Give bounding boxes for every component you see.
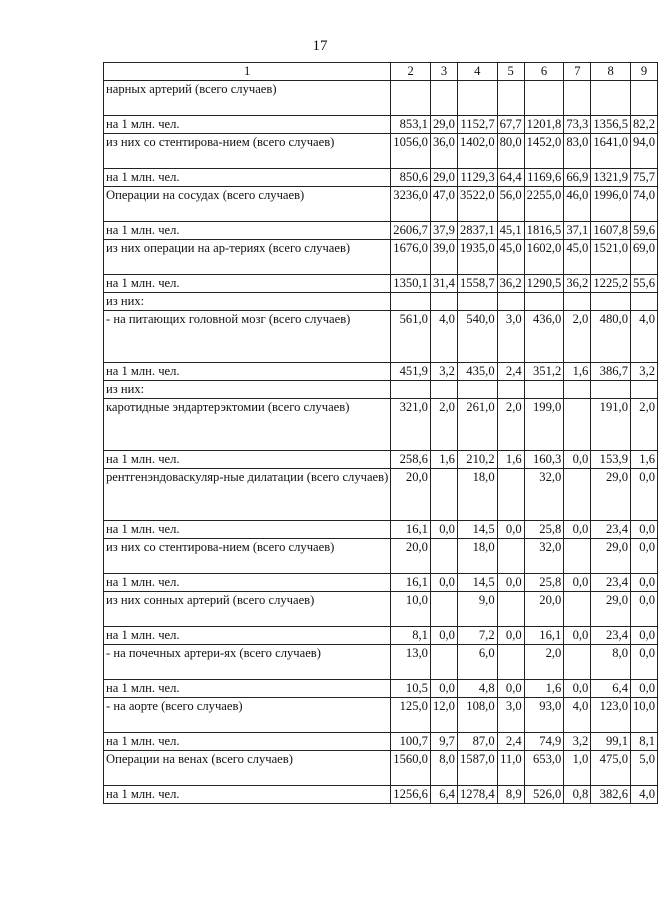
column-header: 3 — [430, 63, 457, 81]
table-cell: 0,0 — [564, 451, 591, 469]
table-cell: 0,0 — [497, 574, 524, 592]
header-row — [104, 63, 658, 81]
table-row — [104, 733, 658, 751]
table-row — [104, 539, 658, 574]
table-cell: 45,0 — [497, 240, 524, 275]
table-cell: 1356,5 — [591, 116, 631, 134]
table-cell: 2837,1 — [457, 222, 497, 240]
table-cell: 0,0 — [430, 521, 457, 539]
table-cell: 5,0 — [631, 751, 658, 786]
table-row — [104, 399, 658, 451]
table-cell: 0,0 — [564, 521, 591, 539]
table-cell: 108,0 — [457, 698, 497, 733]
row-label: из них: — [104, 381, 391, 399]
table-cell: 32,0 — [524, 539, 564, 574]
table-cell: 8,9 — [497, 786, 524, 804]
table-cell: 20,0 — [391, 539, 431, 574]
table-cell: 475,0 — [591, 751, 631, 786]
table-cell: 14,5 — [457, 574, 497, 592]
table-cell: 8,1 — [631, 733, 658, 751]
table-cell: 561,0 — [391, 311, 431, 363]
table-cell: 3,2 — [564, 733, 591, 751]
table-cell — [564, 293, 591, 311]
table-row — [104, 240, 658, 275]
row-label: нарных артерий (всего случаев) — [104, 81, 391, 116]
row-label: - на почечных артери-ях (всего случаев) — [104, 645, 391, 680]
table-cell: 1607,8 — [591, 222, 631, 240]
table-cell: 321,0 — [391, 399, 431, 451]
table-cell: 153,9 — [591, 451, 631, 469]
table-cell: 1321,9 — [591, 169, 631, 187]
table-cell: 2,0 — [497, 399, 524, 451]
table-cell: 20,0 — [391, 469, 431, 521]
row-label: из них: — [104, 293, 391, 311]
table-cell: 2,4 — [497, 363, 524, 381]
row-label: на 1 млн. чел. — [104, 363, 391, 381]
table-cell: 0,0 — [430, 574, 457, 592]
table-cell: 75,7 — [631, 169, 658, 187]
table-cell: 0,0 — [631, 627, 658, 645]
table-cell — [631, 293, 658, 311]
table-cell: 6,4 — [591, 680, 631, 698]
table-cell — [564, 469, 591, 521]
table-cell: 160,3 — [524, 451, 564, 469]
table-cell: 2,0 — [524, 645, 564, 680]
page-number: 17 — [312, 38, 328, 54]
table-cell: 9,0 — [457, 592, 497, 627]
table-cell — [391, 81, 431, 116]
table-cell: 39,0 — [430, 240, 457, 275]
table-cell: 16,1 — [391, 574, 431, 592]
table-cell: 1587,0 — [457, 751, 497, 786]
table-cell: 23,4 — [591, 627, 631, 645]
table-cell: 4,0 — [631, 786, 658, 804]
table-cell: 0,0 — [497, 627, 524, 645]
row-label: на 1 млн. чел. — [104, 275, 391, 293]
row-label: - на аорте (всего случаев) — [104, 698, 391, 733]
table-row — [104, 786, 658, 804]
table-cell: 11,0 — [497, 751, 524, 786]
table-cell: 0,0 — [497, 680, 524, 698]
table-cell: 0,0 — [430, 680, 457, 698]
table-cell — [430, 469, 457, 521]
table-cell — [430, 81, 457, 116]
table-cell: 29,0 — [591, 539, 631, 574]
table-cell: 7,2 — [457, 627, 497, 645]
table-cell: 0,0 — [631, 592, 658, 627]
table-cell: 8,0 — [430, 751, 457, 786]
table-row — [104, 451, 658, 469]
table-cell: 25,8 — [524, 521, 564, 539]
table-cell — [391, 293, 431, 311]
table-row — [104, 187, 658, 222]
table-cell: 2,0 — [631, 399, 658, 451]
table-cell: 1,6 — [564, 363, 591, 381]
table-cell: 125,0 — [391, 698, 431, 733]
row-label: на 1 млн. чел. — [104, 786, 391, 804]
table-cell: 9,7 — [430, 733, 457, 751]
table-cell — [497, 469, 524, 521]
table-cell — [591, 381, 631, 399]
table-cell: 853,1 — [391, 116, 431, 134]
table-cell: 25,8 — [524, 574, 564, 592]
column-header: 5 — [497, 63, 524, 81]
table-cell: 10,0 — [631, 698, 658, 733]
table-cell: 36,2 — [497, 275, 524, 293]
table-cell — [497, 381, 524, 399]
table-cell: 69,0 — [631, 240, 658, 275]
table-cell: 2,0 — [430, 399, 457, 451]
table-cell: 0,0 — [631, 521, 658, 539]
table-cell: 1,6 — [524, 680, 564, 698]
table-cell: 2,0 — [564, 311, 591, 363]
table-cell: 451,9 — [391, 363, 431, 381]
table-cell: 3236,0 — [391, 187, 431, 222]
table-row — [104, 645, 658, 680]
table-cell — [497, 293, 524, 311]
table-cell: 850,6 — [391, 169, 431, 187]
table-cell — [497, 645, 524, 680]
table-cell: 10,0 — [391, 592, 431, 627]
table-cell: 80,0 — [497, 134, 524, 169]
table-cell — [591, 293, 631, 311]
table-row — [104, 521, 658, 539]
table-cell: 8,1 — [391, 627, 431, 645]
table-cell — [564, 399, 591, 451]
table-cell: 37,9 — [430, 222, 457, 240]
table-cell — [591, 81, 631, 116]
table-cell: 0,0 — [497, 521, 524, 539]
table-cell — [497, 592, 524, 627]
table-row — [104, 698, 658, 733]
table-cell: 435,0 — [457, 363, 497, 381]
table-cell: 540,0 — [457, 311, 497, 363]
table-row — [104, 275, 658, 293]
row-label: на 1 млн. чел. — [104, 116, 391, 134]
table-row — [104, 222, 658, 240]
table-cell: 1,6 — [430, 451, 457, 469]
table-cell: 0,0 — [631, 645, 658, 680]
table-cell: 29,0 — [591, 469, 631, 521]
table-cell: 31,4 — [430, 275, 457, 293]
table-cell: 1256,6 — [391, 786, 431, 804]
table-cell: 3,2 — [631, 363, 658, 381]
table-cell: 82,2 — [631, 116, 658, 134]
table-cell — [430, 645, 457, 680]
table-cell: 46,0 — [564, 187, 591, 222]
table-cell — [430, 381, 457, 399]
row-label: из них операции на ар-териях (всего случаев) — [104, 240, 391, 275]
table-cell: 2255,0 — [524, 187, 564, 222]
table-cell: 258,6 — [391, 451, 431, 469]
table-cell: 0,0 — [631, 574, 658, 592]
row-label: на 1 млн. чел. — [104, 733, 391, 751]
table-cell: 23,4 — [591, 574, 631, 592]
table-cell: 1290,5 — [524, 275, 564, 293]
table-row — [104, 381, 658, 399]
table-cell: 94,0 — [631, 134, 658, 169]
table-cell — [524, 293, 564, 311]
table-row — [104, 680, 658, 698]
table-row — [104, 574, 658, 592]
data-table — [103, 62, 658, 804]
row-label: - на питающих головной мозг (всего случаев) — [104, 311, 391, 363]
table-cell: 1560,0 — [391, 751, 431, 786]
table-cell: 4,0 — [430, 311, 457, 363]
row-label: каротидные эндартерэктомии (всего случаев) — [104, 399, 391, 451]
table-cell: 653,0 — [524, 751, 564, 786]
table-cell: 526,0 — [524, 786, 564, 804]
table-cell: 100,7 — [391, 733, 431, 751]
table-cell: 191,0 — [591, 399, 631, 451]
table-cell — [391, 381, 431, 399]
table-row — [104, 469, 658, 521]
table-cell: 29,0 — [591, 592, 631, 627]
table-cell: 480,0 — [591, 311, 631, 363]
table-cell — [430, 592, 457, 627]
table-cell: 4,0 — [631, 311, 658, 363]
row-label: на 1 млн. чел. — [104, 521, 391, 539]
table-cell — [430, 293, 457, 311]
table-cell: 99,1 — [591, 733, 631, 751]
row-label: Операции на сосудах (всего случаев) — [104, 187, 391, 222]
table-cell: 1676,0 — [391, 240, 431, 275]
row-label: на 1 млн. чел. — [104, 680, 391, 698]
table-cell: 83,0 — [564, 134, 591, 169]
table-cell: 93,0 — [524, 698, 564, 733]
table-cell: 64,4 — [497, 169, 524, 187]
table-cell: 10,5 — [391, 680, 431, 698]
table-cell — [497, 539, 524, 574]
table-cell: 1816,5 — [524, 222, 564, 240]
table-cell: 0,0 — [430, 627, 457, 645]
table-cell: 16,1 — [391, 521, 431, 539]
table-cell: 37,1 — [564, 222, 591, 240]
table-cell: 1452,0 — [524, 134, 564, 169]
column-header: 7 — [564, 63, 591, 81]
table-cell: 1278,4 — [457, 786, 497, 804]
table-cell: 12,0 — [430, 698, 457, 733]
table-cell: 32,0 — [524, 469, 564, 521]
table-cell: 87,0 — [457, 733, 497, 751]
table-cell — [457, 81, 497, 116]
table-cell — [524, 81, 564, 116]
table-cell: 0,0 — [631, 539, 658, 574]
column-header: 9 — [631, 63, 658, 81]
row-label: на 1 млн. чел. — [104, 451, 391, 469]
table-body — [104, 63, 658, 804]
table-cell: 56,0 — [497, 187, 524, 222]
row-label: на 1 млн. чел. — [104, 169, 391, 187]
table-cell: 1402,0 — [457, 134, 497, 169]
table-cell: 20,0 — [524, 592, 564, 627]
table-cell — [564, 381, 591, 399]
table-row — [104, 81, 658, 116]
table-cell: 1129,3 — [457, 169, 497, 187]
table-cell: 210,2 — [457, 451, 497, 469]
table-row — [104, 169, 658, 187]
column-header: 2 — [391, 63, 431, 81]
table-cell: 199,0 — [524, 399, 564, 451]
table-cell: 29,0 — [430, 116, 457, 134]
table-cell: 1602,0 — [524, 240, 564, 275]
table-cell: 74,9 — [524, 733, 564, 751]
table-cell: 16,1 — [524, 627, 564, 645]
table-cell: 1558,7 — [457, 275, 497, 293]
table-cell: 36,2 — [564, 275, 591, 293]
table-cell: 0,0 — [564, 574, 591, 592]
table-cell: 1201,8 — [524, 116, 564, 134]
row-label: рентгенэндоваскуляр-ные дилатации (всего случаев) — [104, 469, 391, 521]
table-cell: 0,8 — [564, 786, 591, 804]
table-cell — [564, 592, 591, 627]
table-cell: 4,8 — [457, 680, 497, 698]
row-label: из них со стентирова-нием (всего случаев) — [104, 134, 391, 169]
table-cell: 1935,0 — [457, 240, 497, 275]
table-cell: 436,0 — [524, 311, 564, 363]
table-cell — [457, 293, 497, 311]
table-cell: 1,6 — [631, 451, 658, 469]
table-cell — [631, 381, 658, 399]
table-cell: 14,5 — [457, 521, 497, 539]
table-row — [104, 116, 658, 134]
table-cell: 55,6 — [631, 275, 658, 293]
table-cell: 0,0 — [564, 627, 591, 645]
table-cell: 0,0 — [631, 680, 658, 698]
table-row — [104, 311, 658, 363]
table-cell: 13,0 — [391, 645, 431, 680]
table-cell: 3,2 — [430, 363, 457, 381]
table-cell: 74,0 — [631, 187, 658, 222]
table-cell: 2,4 — [497, 733, 524, 751]
table-cell — [497, 81, 524, 116]
table-cell: 386,7 — [591, 363, 631, 381]
table-cell: 36,0 — [430, 134, 457, 169]
table-cell — [564, 81, 591, 116]
table-cell — [564, 539, 591, 574]
table-cell: 45,0 — [564, 240, 591, 275]
table-cell: 29,0 — [430, 169, 457, 187]
table-cell: 8,0 — [591, 645, 631, 680]
table-row — [104, 134, 658, 169]
column-header: 4 — [457, 63, 497, 81]
table-cell: 47,0 — [430, 187, 457, 222]
table-cell: 23,4 — [591, 521, 631, 539]
table-cell: 73,3 — [564, 116, 591, 134]
table-cell: 123,0 — [591, 698, 631, 733]
table-cell: 1641,0 — [591, 134, 631, 169]
table-cell: 1225,2 — [591, 275, 631, 293]
table-cell: 0,0 — [631, 469, 658, 521]
table-cell: 6,0 — [457, 645, 497, 680]
table-cell: 1350,1 — [391, 275, 431, 293]
table-cell: 1,0 — [564, 751, 591, 786]
table-cell: 66,9 — [564, 169, 591, 187]
table-cell: 18,0 — [457, 469, 497, 521]
table-cell: 382,6 — [591, 786, 631, 804]
table-cell: 3522,0 — [457, 187, 497, 222]
table-cell: 18,0 — [457, 539, 497, 574]
table-cell — [430, 539, 457, 574]
table-cell: 1,6 — [497, 451, 524, 469]
row-label: Операции на венах (всего случаев) — [104, 751, 391, 786]
table-cell: 3,0 — [497, 311, 524, 363]
table-cell: 2606,7 — [391, 222, 431, 240]
table-cell — [564, 645, 591, 680]
table-cell: 4,0 — [564, 698, 591, 733]
row-label: на 1 млн. чел. — [104, 574, 391, 592]
table-cell: 351,2 — [524, 363, 564, 381]
table-row — [104, 363, 658, 381]
table-cell: 59,6 — [631, 222, 658, 240]
table-cell: 1521,0 — [591, 240, 631, 275]
table-cell: 0,0 — [564, 680, 591, 698]
table-cell: 1169,6 — [524, 169, 564, 187]
table-row — [104, 293, 658, 311]
table-cell: 1152,7 — [457, 116, 497, 134]
table-cell: 261,0 — [457, 399, 497, 451]
table-cell — [631, 81, 658, 116]
row-label: на 1 млн. чел. — [104, 222, 391, 240]
table-cell — [457, 381, 497, 399]
table-cell: 45,1 — [497, 222, 524, 240]
table-cell: 1056,0 — [391, 134, 431, 169]
column-header: 8 — [591, 63, 631, 81]
table-row — [104, 627, 658, 645]
table-cell: 67,7 — [497, 116, 524, 134]
table-cell: 1996,0 — [591, 187, 631, 222]
table-row — [104, 751, 658, 786]
table-cell: 6,4 — [430, 786, 457, 804]
table-cell: 3,0 — [497, 698, 524, 733]
row-label: на 1 млн. чел. — [104, 627, 391, 645]
table-cell — [524, 381, 564, 399]
column-header: 6 — [524, 63, 564, 81]
row-label: из них со стентирова-нием (всего случаев) — [104, 539, 391, 574]
column-header: 1 — [104, 63, 391, 81]
row-label: из них сонных артерий (всего случаев) — [104, 592, 391, 627]
table-row — [104, 592, 658, 627]
